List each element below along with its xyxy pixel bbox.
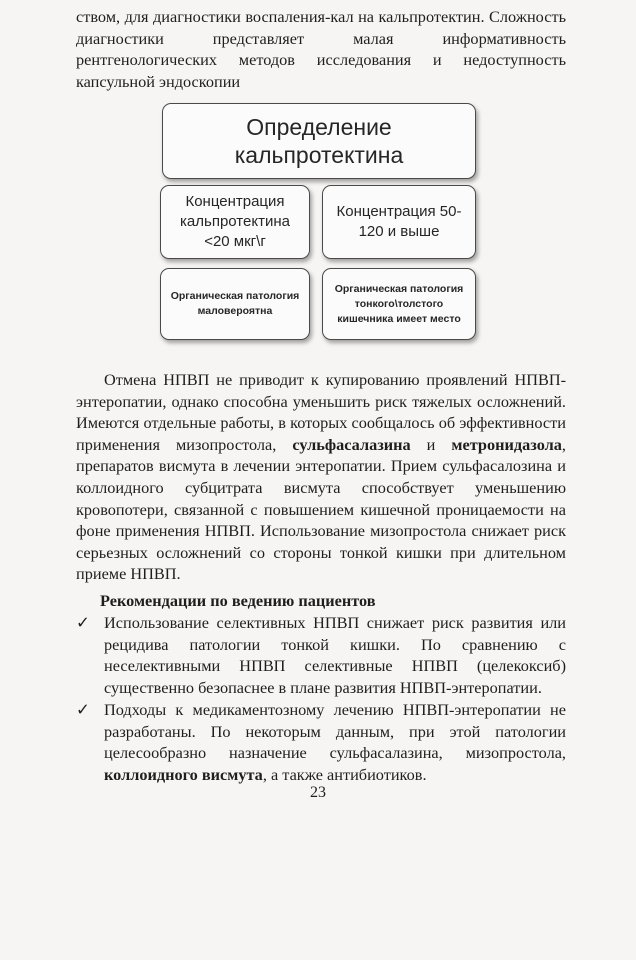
- recommendation-item-1: [76, 612, 566, 698]
- checkmark-icon: ✓: [76, 613, 90, 632]
- colloidal-bismuth-bold: коллоидного висмута: [104, 764, 263, 784]
- right-result-text: Органическая патология тонкого\толстого кишечника имеет место: [334, 282, 464, 325]
- page-number: 23: [310, 784, 326, 801]
- left-condition-text: Концентрация кальпротектина <20 мкг\г: [180, 193, 290, 250]
- recommendations-heading: Рекомендации по ведению пациентов: [100, 591, 376, 610]
- recommendation-text-1: Использование селективных НПВП снижает риск развития или рецидива патологии тонкой кишки. По сравнению с неселективными НПВП селективные НПВП (целекоксиб) существенно безопаснее в плане развития НПВП-энтеропатии.: [104, 613, 566, 697]
- diagram-title: Определение кальпротектина: [234, 114, 404, 168]
- checkmark-icon: ✓: [76, 700, 90, 719]
- treatment-text-1: Отмена НПВП не приводит к купированию проявлений НПВП-энтеропатии, однако способна уменьшить риск тяжелых осложнений. Имеются отдельные работы, в которых сообщалось об эффективности применения мизопростола,: [76, 370, 566, 454]
- treatment-paragraph: [76, 369, 566, 585]
- right-condition-box: [322, 185, 476, 259]
- right-condition-text: Концентрация 50-120 и выше: [336, 203, 462, 240]
- left-condition-box: [160, 185, 310, 259]
- diagram-title-box: [162, 103, 476, 179]
- recommendation-text-2: Подходы к медикаментозному лечению НПВП-энтеропатии не разработаны. По некоторым данным, при этой патологии целесообразно назначение сульфасалазина, мизопростола, коллоидного висмута, а также антибиотиков.: [104, 700, 566, 784]
- left-result-text: Органическая патология маловероятна: [170, 290, 300, 317]
- metronidazole-bold: метронидазола: [451, 434, 562, 454]
- right-result-box: [322, 268, 476, 340]
- sulfasalazine-bold: сульфасалазина: [292, 434, 411, 454]
- intro-paragraph: ством, для диагностики воспаления-кал на кальпротектин. Сложность диагностики представляет малая информативность рентгенологических методов исследования и недоступность капсульной эндоскопии: [76, 7, 566, 91]
- treatment-text-3: , препаратов висмута в лечении энтеропатии. Прием сульфасалозина и коллоидного субцитрата висмута способствует уменьшению кровопотери, связанной с повышением кишечной проницаемости на фоне применения НПВП. Использование мизопростола снижает риск серьезных осложнений со стороны тонкой кишки при длительном приеме НПВП.: [76, 434, 566, 584]
- left-result-box: [160, 268, 310, 340]
- recommendation-item-2: [76, 699, 566, 785]
- treatment-text-2: и: [410, 434, 452, 454]
